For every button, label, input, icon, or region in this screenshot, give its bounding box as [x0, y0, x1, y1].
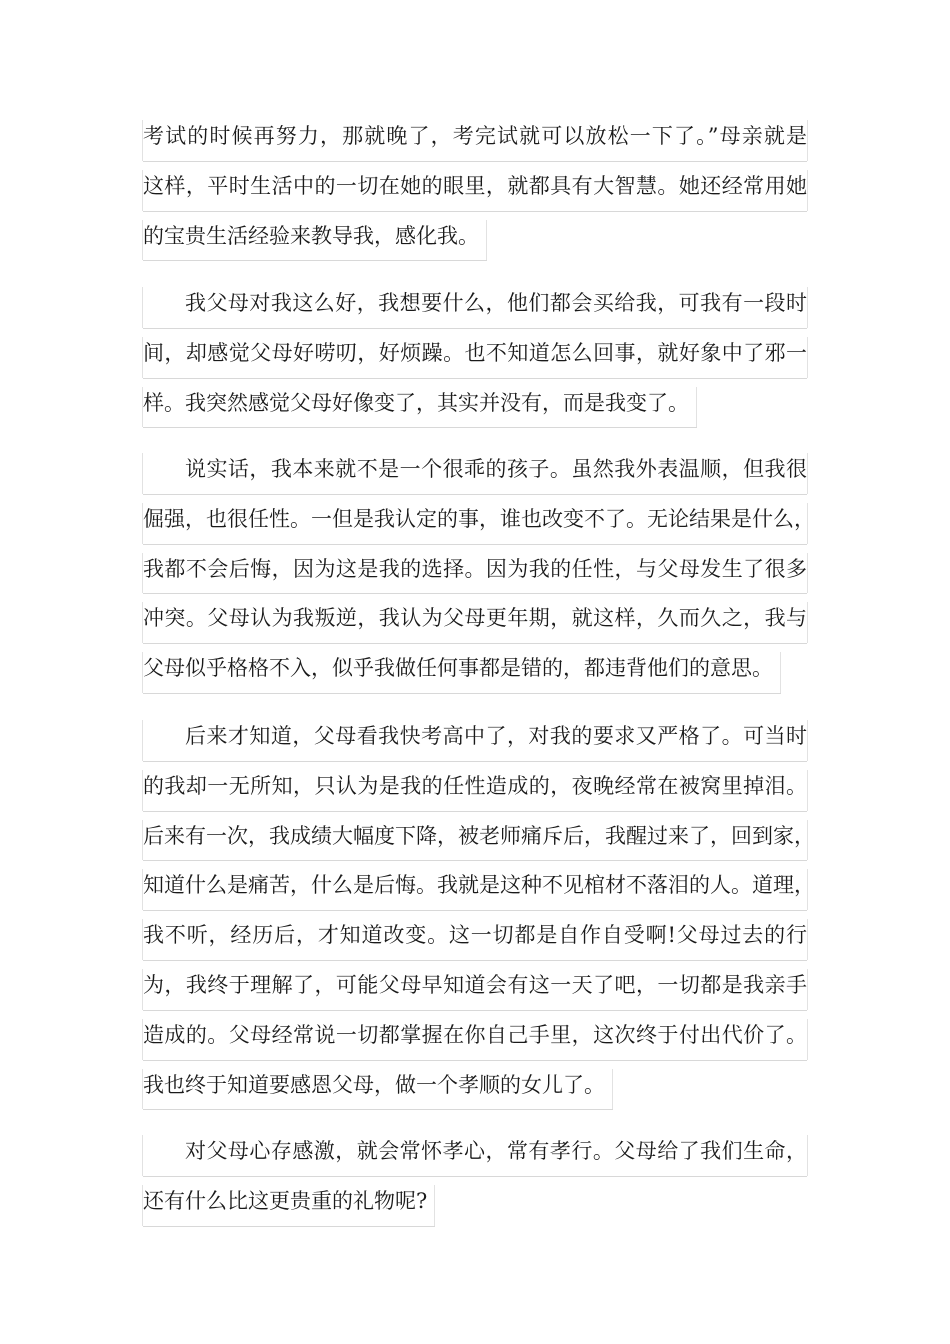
- paragraph-2: [143, 279, 807, 428]
- text-line: 为，我终于理解了，可能父母早知道会有这一天了吧，一切都是我亲手: [143, 961, 807, 1011]
- text-line: 我都不会后悔，因为这是我的选择。因为我的任性，与父母发生了很多: [143, 545, 807, 595]
- text-line: 父母似乎格格不入，似乎我做任何事都是错的，都违背他们的意思。: [143, 644, 781, 694]
- paragraph-5: [143, 1127, 807, 1227]
- text-line: 冲突。父母认为我叛逆，我认为父母更年期，就这样，久而久之，我与: [143, 594, 807, 644]
- text-line: 倔强，也很任性。一但是我认定的事，谁也改变不了。无论结果是什么，: [143, 495, 807, 545]
- text-line: 我不听，经历后，才知道改变。这一切都是自作自受啊!父母过去的行: [143, 911, 807, 961]
- text-line: 知道什么是痛苦，什么是后悔。我就是这种不见棺材不落泪的人。道理，: [143, 861, 807, 911]
- text-line: 我父母对我这么好，我想要什么，他们都会买给我，可我有一段时: [143, 279, 807, 329]
- text-line: 的宝贵生活经验来教导我，感化我。: [143, 212, 487, 262]
- paragraph-3: [143, 445, 815, 694]
- text-line: 造成的。父母经常说一切都掌握在你自己手里，这次终于付出代价了。: [143, 1011, 807, 1061]
- text-line: 间，却感觉父母好唠叨，好烦躁。也不知道怎么回事，就好象中了邪一: [143, 329, 807, 379]
- paragraph-1: [143, 112, 807, 261]
- text-line: 样。我突然感觉父母好像变了，其实并没有，而是我变了。: [143, 379, 697, 429]
- text-line: 还有什么比这更贵重的礼物呢?: [143, 1177, 435, 1227]
- text-line: 这样，平时生活中的一切在她的眼里，就都具有大智慧。她还经常用她: [143, 162, 807, 212]
- paragraph-4: [143, 712, 815, 1110]
- text-line: 考试的时候再努力，那就晚了，考完试就可以放松一下了。”母亲就是: [143, 112, 807, 162]
- text-line: 后来有一次，我成绩大幅度下降，被老师痛斥后，我醒过来了，回到家，: [143, 812, 807, 862]
- text-line: 对父母心存感激，就会常怀孝心，常有孝行。父母给了我们生命，: [143, 1127, 807, 1177]
- text-line: 后来才知道，父母看我快考高中了，对我的要求又严格了。可当时: [143, 712, 807, 762]
- text-line: 的我却一无所知，只认为是我的任性造成的，夜晚经常在被窝里掉泪。: [143, 762, 807, 812]
- text-line: 我也终于知道要感恩父母，做一个孝顺的女儿了。: [143, 1061, 613, 1111]
- text-line: 说实话，我本来就不是一个很乖的孩子。虽然我外表温顺，但我很: [143, 445, 807, 495]
